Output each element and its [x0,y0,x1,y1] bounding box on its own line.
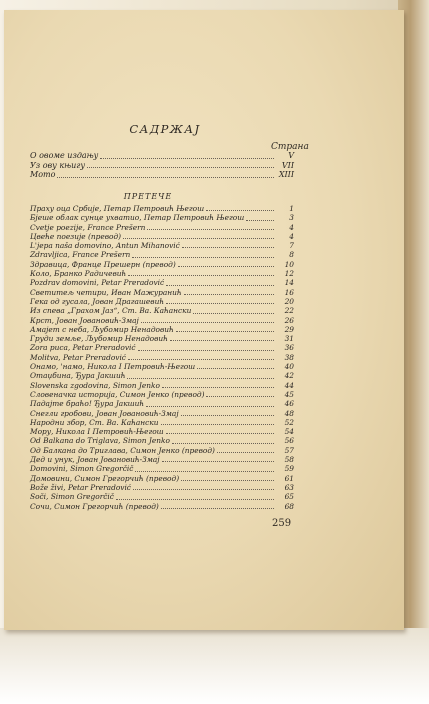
entry-page: 4 [289,231,294,241]
entry-page: 48 [284,408,294,418]
toc-entry [30,399,294,408]
entry-title: Домовини, Симон Грегорчић (превод) [30,473,180,483]
dot-leader [133,489,274,490]
toc-entry [30,427,294,436]
toc-entry [30,325,294,334]
toc-entry [30,241,294,250]
page-number: 259 [272,518,292,529]
toc-entry [30,232,294,241]
entry-title: L'jepa naša domovino, Antun Mihanović [30,241,180,251]
dot-leader [161,424,275,425]
entry-title: Светитељ четири, Иван Мажуранић [30,287,182,297]
dot-leader [184,294,274,295]
entry-page: 38 [284,352,294,362]
dot-leader [147,229,274,230]
entry-page: 26 [284,315,294,325]
entry-title: Сочи, Симон Грегорчић (превод) [30,501,159,511]
entry-page: 10 [284,259,294,269]
entry-title: Отаџбина, Ђура Јакшић [30,371,126,381]
entry-page: XIII [278,170,294,179]
entry-title: Праху оца Србије, Петар Петровић Његош [30,204,205,213]
entry-title: Снегли гробови, Јован Јовановић-Змај [30,408,179,418]
page-column-header: Страна [271,142,309,152]
entry-title: Slovenska zgodovina, Simon Jenko [30,380,160,390]
entry-title: Од Балкана до Триглава, Симон Јенко (превод) [30,445,215,455]
dot-leader [176,331,274,332]
entry-title: Груди земље, Љубомир Ненадовић [30,334,168,344]
entry-title: Pozdrav domovini, Petar Preradović [30,278,165,288]
dot-leader [162,387,274,388]
dot-leader [132,257,274,258]
intro-list [30,151,294,180]
entry-page: 44 [284,380,294,390]
entry-title: Бјеше облак сунце ухватио, Петар Петровић Његош [30,213,245,223]
entry-title: Bože živi, Petar Preradović [30,482,131,492]
entry-title: Коло, Бранко Радичевић [30,269,127,279]
toc-entry [30,455,294,464]
entry-page: 20 [284,296,294,306]
entry-title: Амајет с неба, Љубомир Ненадовић [30,324,174,334]
intro-entry [30,170,294,180]
entry-title: Онамо, 'намо, Никола I Петровић-Његош [30,362,196,372]
toc-entry [30,213,294,222]
toc-entry [30,334,294,343]
entry-page: 12 [284,269,294,279]
toc-entry [30,306,294,315]
toc-entry [30,502,294,511]
entry-page: 59 [284,464,294,474]
entry-title: Из спева „Грахом Јаз“, Ст. Ва. Каћански [30,306,192,316]
entry-title: Domovini, Simon Gregorčič [30,464,134,474]
dot-leader [246,220,274,221]
entry-page: 29 [284,324,294,334]
entry-page: 54 [284,427,294,437]
bottom-background [0,628,429,704]
entry-title: Zora puca, Petar Preradović [30,343,136,353]
entry-page: 36 [284,343,294,353]
dot-leader [170,340,274,341]
entry-page: VII [281,160,294,170]
dot-leader [206,210,274,211]
entry-title: Zdravljica, France Prešern [30,250,131,260]
toc-entry [30,418,294,427]
entry-title: Cvetje poezije, France Prešern [30,222,146,232]
entry-title: Гека од гусала, Јован Драгашевић [30,296,165,306]
entry-page: 8 [289,250,294,260]
toc-entry [30,390,294,399]
dot-leader [128,275,274,276]
toc-entry [30,409,294,418]
dot-leader [87,167,274,168]
section-title: ПРЕТЕЧЕ [123,192,173,201]
dot-leader [127,378,274,379]
entry-page: 14 [284,278,294,288]
entry-title: Народни збор, Ст. Ва. Каћански [30,417,159,427]
toc-entry [30,436,294,445]
dot-leader [135,471,274,472]
entry-page: 22 [284,306,294,316]
entry-title: Мору, Никола I Петровић-Његош [30,427,164,437]
dot-leader [193,313,274,314]
toc-entry [30,316,294,325]
entry-page: 42 [284,371,294,381]
dot-leader [166,285,274,286]
entry-title: Уз ову књигу [30,160,85,170]
dot-leader [197,368,274,369]
dot-leader [128,359,274,360]
entry-page: 56 [284,436,294,446]
entry-title: Здравица, Франце Прешерн (превод) [30,259,176,269]
toc-entry [30,260,294,269]
dot-leader [166,303,274,304]
dot-leader [123,238,274,239]
dot-leader [178,266,274,267]
toc-entry [30,464,294,473]
entry-title: Od Balkana do Triglava, Simon Jenko [30,436,170,446]
dot-leader [172,443,274,444]
toc-entry [30,250,294,259]
dot-leader [146,406,274,407]
entry-page: 57 [284,445,294,455]
entry-title: Падајте браћо! Ђура Јакшић [30,399,145,409]
entry-page: 68 [284,501,294,511]
entry-page: 1 [289,204,294,213]
intro-entry [30,151,294,161]
entry-title: Словеначка историја, Симон Јенко (превод) [30,389,205,399]
dot-leader [182,247,274,248]
toc-entry [30,446,294,455]
entry-page: 3 [289,213,294,223]
entry-title: О овоме издању [30,151,99,160]
dot-leader [116,499,274,500]
dot-leader [162,461,274,462]
entry-page: 52 [284,417,294,427]
entry-title: Molitva, Petar Preradović [30,352,126,362]
toc-list [30,204,294,511]
toc-entry [30,492,294,501]
entry-title: Крст, Јован Јовановић-Змај [30,315,139,325]
toc-entry [30,362,294,371]
entry-title: Цвеће поезије (превод) [30,231,122,241]
entry-page: 58 [284,455,294,465]
dot-leader [217,452,274,453]
toc-entry [30,474,294,483]
dot-leader [161,508,274,509]
entry-title: Мото [30,170,56,179]
toc-entry [30,483,294,492]
dot-leader [100,158,274,159]
intro-entry [30,161,294,171]
entry-page: 65 [284,492,294,502]
toc-entry [30,371,294,380]
entry-page: 4 [289,222,294,232]
dot-leader [138,350,274,351]
toc-entry [30,223,294,232]
dot-leader [181,480,274,481]
contents-title: САДРЖАЈ [129,122,201,136]
entry-page: 63 [284,482,294,492]
toc-entry [30,288,294,297]
toc-entry [30,353,294,362]
entry-page: 31 [284,334,294,344]
dot-leader [141,322,274,323]
toc-entry [30,381,294,390]
toc-entry [30,278,294,287]
toc-entry [30,343,294,352]
entry-page: 61 [284,473,294,483]
dot-leader [206,396,274,397]
dot-leader [166,433,274,434]
toc-entry [30,297,294,306]
entry-page: 46 [284,399,294,409]
entry-page: 7 [289,241,294,251]
entry-page: V [288,151,294,160]
entry-title: Soči, Simon Gregorčič [30,492,114,502]
entry-page: 40 [284,362,294,372]
entry-page: 45 [284,389,294,399]
toc-entry [30,269,294,278]
entry-page: 16 [284,287,294,297]
toc-entry [30,204,294,213]
dot-leader [57,177,274,178]
entry-title: Дед и унук, Јован Јовановић-Змај [30,455,160,465]
dot-leader [181,415,274,416]
